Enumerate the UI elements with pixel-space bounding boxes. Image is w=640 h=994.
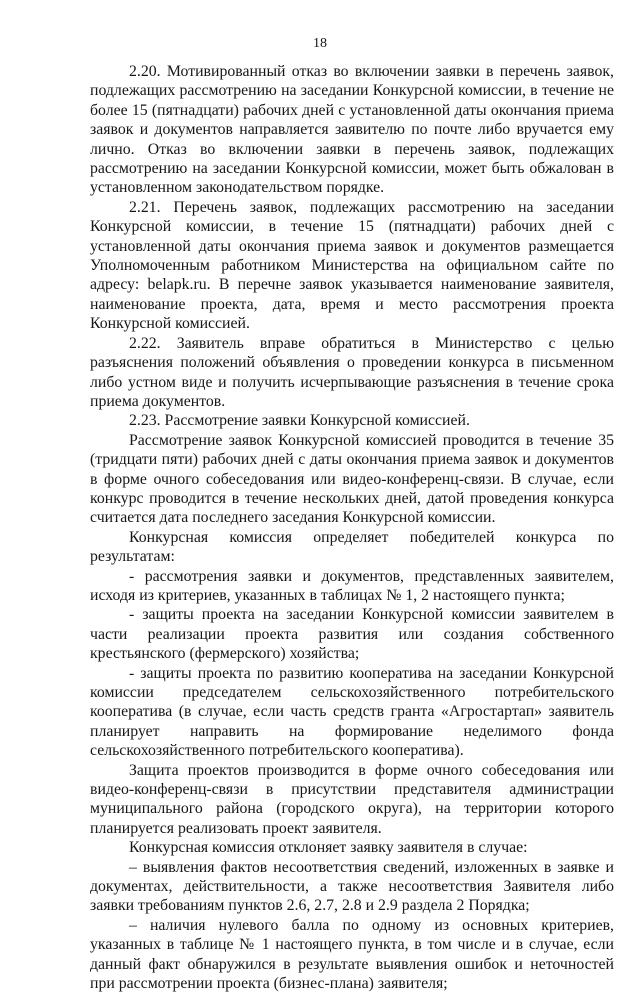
paragraph-2-20: 2.20. Мотивированный отказ во включении заявки в перечень заявок, подлежащих рассмотрению на заседании Конкурсной комиссии, в течение не более 15 (пятнадцати) рабочих дней с установленной даты окончания приема заявок и документов направляется заявителю по почте либо вручается ему лично. Отказ во включении заявки в перечень заявок, подлежащих рассмотрению на заседании Конкурсной комиссии, может быть обжалован в установленном законодательством порядке. xyxy=(90,63,614,197)
paragraph-rejection-intro: Конкурсная комиссия отклоняет заявку заявителя в случае: xyxy=(129,839,528,857)
document-body xyxy=(90,62,614,994)
paragraph-review-terms: Рассмотрение заявок Конкурсной комиссией проводится в течение 35 (тридцати пяти) рабочих дней с даты окончания приема заявок и документов в форме очного собеседования или видео-конференц-связи. В случае, если конкурс проводится в течение нескольких дней, датой проведения конкурса считается дата последнего заседания Конкурсной комиссии. xyxy=(90,431,614,527)
list-item-review-documents: - рассмотрения заявки и документов, представленных заявителем, исходя из критериев, указанных в таблицах № 1, 2 настоящего пункта; xyxy=(90,567,614,604)
list-item-rejection-zero-score: – наличия нулевого балла по одному из основных критериев, указанных в таблице № 1 настоящего пункта, в том числе и в случае, если данный факт обнаружился в результате выявления ошибок и неточностей при рассмотрении проекта (бизнес-плана) заявителя; xyxy=(90,916,614,993)
paragraph-winners-intro: Конкурсная комиссия определяет победителей конкурса по результатам: xyxy=(90,528,614,566)
list-item-project-defense: - защиты проекта на заседании Конкурсной комиссии заявителем в части реализации проекта развития или создания собственного крестьянского (фермерского) хозяйства; xyxy=(90,606,614,663)
paragraph-2-23-heading: 2.23. Рассмотрение заявки Конкурсной комиссией. xyxy=(129,412,470,430)
paragraph-2-21: 2.21. Перечень заявок, подлежащих рассмотрению на заседании Конкурсной комиссии, в течение 15 (пятнадцати) рабочих дней с установленной даты окончания приема заявок и документов размещается Уполномоченным работником Министерства на официальном сайте по адресу: belapk.ru. В перечне заявок указывается наименование заявителя, наименование проекта, дата, время и место рассмотрения проекта Конкурсной комиссией. xyxy=(90,198,614,333)
list-item-rejection-mismatch: – выявления фактов несоответствия сведений, изложенных в заявке и документах, действительности, а также несоответствия Заявителя либо заявки требованиям пунктов 2.6, 2.7, 2.8 и 2.9 раздела 2 Порядка; xyxy=(90,858,614,915)
paragraph-defense-format: Защита проектов производится в форме очного собеседования или видео-конференц-связи в присутствии представителя администрации муниципального района (городского округа), на территории которого планируется реализовать проект заявителя. xyxy=(90,761,614,837)
page-number: 18 xyxy=(313,36,327,51)
list-item-cooperative-defense: - защиты проекта по развитию кооператива на заседании Конкурсной комиссии председателем сельскохозяйственного потребительского кооператива (в случае, если часть средств гранта «Агростартап» заявитель планирует направить на формирование неделимого фонда сельскохозяйственного потребительского кооператива). xyxy=(90,664,614,760)
paragraph-2-22: 2.22. Заявитель вправе обратиться в Министерство с целью разъяснения положений объявления о проведении конкурса в письменном либо устном виде и получить исчерпывающие разъяснения в течение срока приема документов. xyxy=(90,334,614,410)
